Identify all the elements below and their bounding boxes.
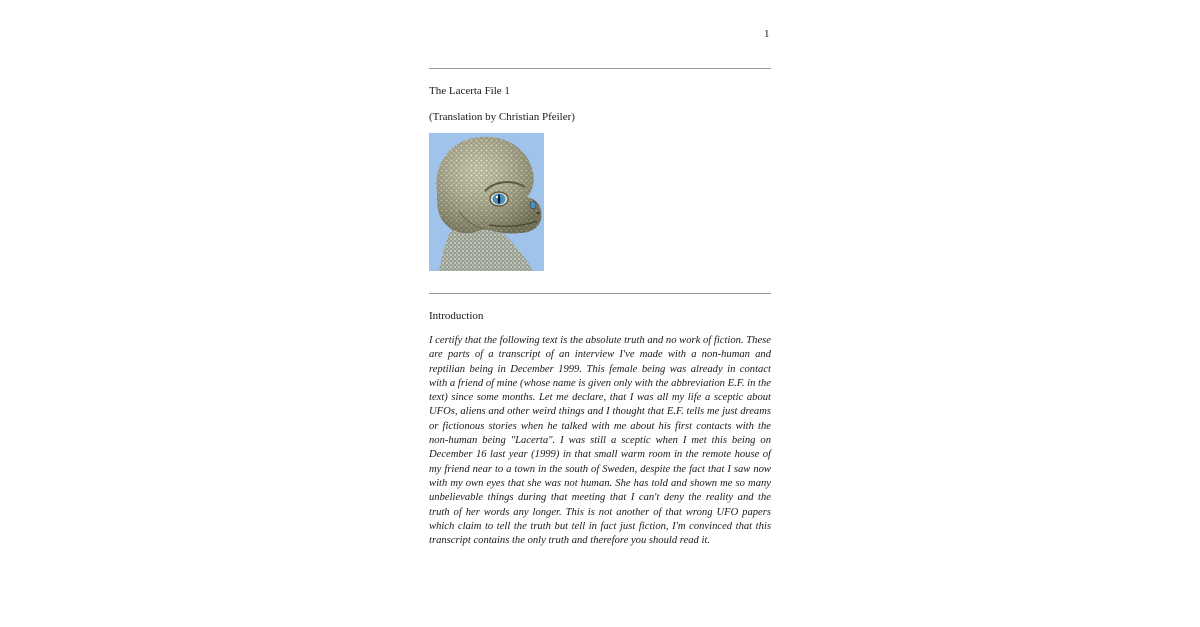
page-number: 1 (764, 28, 770, 40)
reptilian-head-image (429, 133, 544, 271)
document-title: The Lacerta File 1 (429, 85, 510, 97)
reptilian-head-illustration (429, 133, 544, 271)
translator-credit: (Translation by Christian Pfeiler) (429, 111, 575, 123)
introduction-paragraph: I certify that the following text is the absolute truth and no work of fiction. These are parts of a transcript of an interview I've made with a non-human and reptilian being in December 1999. This female being was already in contact with a friend of mine (whose name is given only with the abbreviation E.F. in the text) since some months. Let me declare, that I was all my life a sceptic about UFOs, aliens and other weird things and I thought that E.F. tells me just dreams or fictionous stories when he talked with me about his first contacts with the non-human being "Lacerta". I was still a sceptic when I met this being on December 16 last year (1999) in that small warm room in the remote house of my friend near to a town in the south of Sweden, despite the fact that I saw now with my own eyes that she was not human. She has told and shown me so many unbelievable things during that meeting that I can't deny the reality and the truth of her words any longer. This is not another of that wrong UFO papers which claim to tell the truth but tell in fact just fiction, I'm convinced that this transcript contains the only truth and therefore you should read it. (429, 335, 771, 547)
section-heading: Introduction (429, 310, 484, 322)
top-divider (429, 68, 771, 69)
section-divider (429, 293, 771, 294)
